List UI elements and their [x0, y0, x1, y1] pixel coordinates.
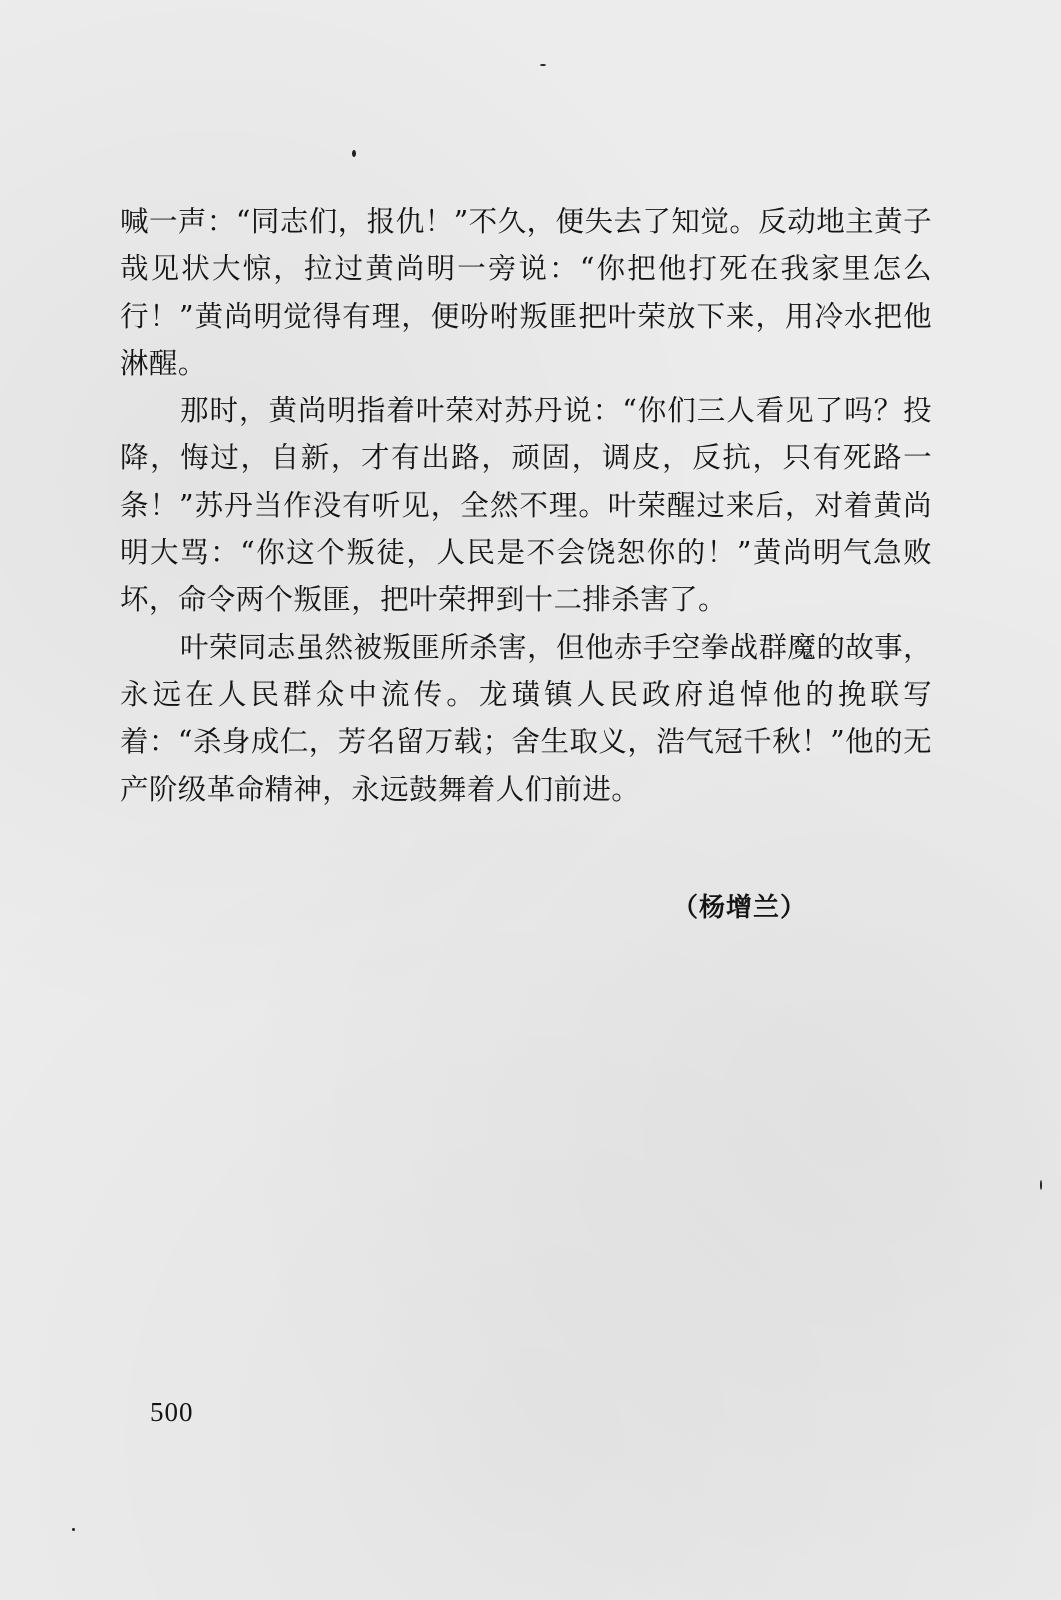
paragraph: 那时，黄尚明指着叶荣对苏丹说：“你们三人看见了吗？投降，悔过，自新，才有出路，顽固，调皮，反抗，只有死路一条！”苏丹当作没有听见，全然不理。叶荣醒过来后，对着黄尚明大骂：“你这个叛徒，人民是不会饶恕你的！”黄尚明气急败坏，命令两个叛匪，把叶荣押到十二排杀害了。	[120, 394, 932, 617]
print-speck	[1040, 1180, 1042, 1190]
paragraph: 叶荣同志虽然被叛匪所杀害，但他赤手空拳战群魔的故事，永远在人民群众中流传。龙璜镇人民政府追悼他的挽联写着：“杀身成仁，芳名留万载；舍生取义，浩气冠千秋！”他的无产阶级革命精神，永远鼓舞着人们前进。	[120, 630, 932, 806]
print-speck	[72, 1528, 75, 1531]
print-speck	[352, 150, 356, 157]
body-text	[120, 198, 932, 813]
paragraph-continued: 喊一声：“同志们，报仇！”不久，便失去了知觉。反动地主黄子哉见状大惊，拉过黄尚明一旁说：“你把他打死在我家里怎么行！”黄尚明觉得有理，便吩咐叛匪把叶荣放下来，用冷水把他淋醒。	[120, 205, 932, 380]
author-attribution: （杨增兰）	[672, 893, 808, 923]
print-speck	[540, 64, 546, 66]
page-number: 500	[150, 1397, 194, 1427]
